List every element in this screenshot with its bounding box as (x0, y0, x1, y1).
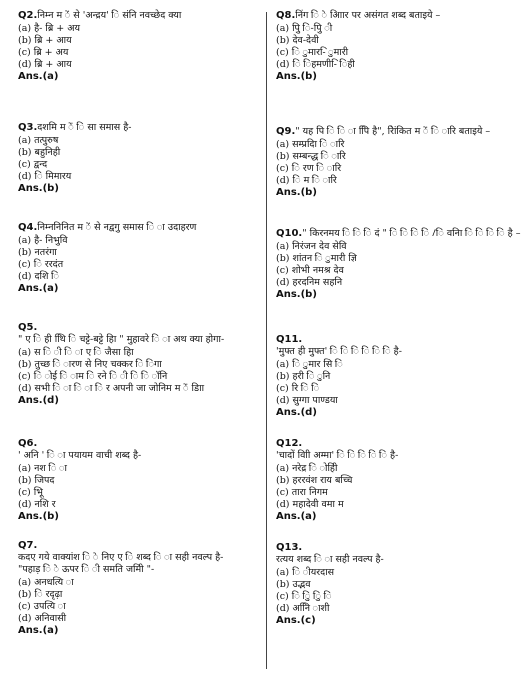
option-a: (a) पुि ि-पुि ी (276, 23, 333, 34)
option-b: (b) बहुनिही (18, 147, 61, 158)
right-column (276, 0, 521, 677)
option-b: (b) हरी ि ुनि (276, 371, 331, 382)
option-b: (b) देव-देवी (276, 35, 319, 46)
option-c: (c) ि ोई ि ाम ि रने ि ी ि ि ॉनि (18, 371, 168, 382)
question-3 (18, 122, 258, 195)
option-d: (d) दशि ि (18, 271, 60, 282)
option-b: (b) सम्बन्द्ध ि ारि (276, 151, 346, 162)
option-d: (d) ि मिमारय (18, 171, 72, 182)
option-a: (a) नरेद्र ि ोहिी (276, 463, 338, 474)
question-number: Q3. (18, 122, 38, 133)
answer: Ans.(b) (18, 511, 59, 522)
option-b: (b) ब्रि + आय (18, 35, 72, 46)
answer: Ans.(b) (276, 71, 317, 82)
option-b: (b) जिपद (18, 475, 55, 486)
option-d: (d) हरदनिम सहनि (276, 277, 343, 288)
question-stem: रत्यय शब्द ि ा सही नवल्प है- (276, 554, 384, 565)
option-a: (a) निरंजन देव सेवि (276, 241, 347, 252)
option-a: (a) अनधत्यि ा (18, 577, 74, 588)
option-b: (b) शांतन ि ुमारी ज्ञि (276, 253, 357, 264)
question-stem: दशमि म ें ि सा समास है- (37, 122, 132, 133)
option-d: (d) सभी ि ा ि ा ि र अपनी जा जोनिम म ें डािा (18, 383, 205, 394)
answer: Ans.(c) (276, 615, 316, 626)
option-b: (b) हररवंश राय बच्चि (276, 475, 353, 486)
question-number: Q7. (18, 540, 38, 551)
option-a: (a) ि ीयरदास (276, 567, 335, 578)
question-11 (276, 334, 516, 419)
option-c: (c) शोभी नमश्र देव (276, 265, 344, 276)
question-number: Q13. (276, 542, 303, 553)
answer: Ans.(b) (276, 187, 317, 198)
question-stem: कदए गये वाक्यांश ि े निए ए ि शब्द ि ा सही नवल्प है- "पहाड़ ि े ऊपर ि ी समति जमीि "- (18, 552, 224, 575)
option-a: (a) सम्प्रदाि ि ारि (276, 139, 345, 150)
answer: Ans.(b) (276, 289, 317, 300)
option-a: (a) तत्पुरुष (18, 135, 59, 146)
option-c: (c) ि ुमार-ि ुमारी (276, 47, 349, 58)
option-d: (d) ब्रि + आय (18, 59, 72, 70)
question-number: Q9. (276, 126, 296, 137)
option-c: (c) ि ररदंत (18, 259, 64, 270)
question-stem: ' अनि ' ि ा पयायम वाची शब्द है- (18, 450, 142, 461)
option-d: (d) अनिवासी (18, 613, 67, 624)
question-number: Q5. (18, 322, 38, 333)
question-4 (18, 222, 258, 295)
option-c: (c) उपत्यि ा (18, 601, 66, 612)
left-column (18, 0, 258, 677)
question-number: Q11. (276, 334, 303, 345)
option-b: (b) उद्भव (276, 579, 311, 590)
option-b: (b) ि रदृढ़ा (18, 589, 63, 600)
question-13 (276, 542, 516, 627)
option-c: (c) ि ुि ुि ि (276, 591, 332, 602)
question-number: Q8. (276, 10, 296, 21)
question-5 (18, 322, 258, 407)
option-c: (c) तारा निगम (276, 487, 328, 498)
option-c: (c) रि ि ि (276, 383, 320, 394)
question-8 (276, 10, 516, 83)
option-c: (c) भूि (18, 487, 43, 498)
option-c: (c) द्वन्द (18, 159, 48, 170)
question-stem: 'मुफ्त ही मुफ्त' ि ि ि ि ि ि है- (276, 346, 402, 357)
option-b: (b) तुच्छ ि ारण से निए चक्कर ि िगा (18, 359, 162, 370)
option-c: (c) ब्रि + अय (18, 47, 69, 58)
option-d: (d) ि िहमणी-ि िही (276, 59, 355, 70)
option-b: (b) नतरंगा (18, 247, 57, 258)
answer: Ans.(a) (18, 71, 59, 82)
question-stem: " किरनमय ि ि ि दं " ि ि ि ि /ि वनिा ि ि ि ि है – (302, 228, 521, 239)
option-d: (d) सुग्गा पाण्डया (276, 395, 338, 406)
question-2 (18, 10, 258, 83)
question-stem: " यह पि ि ि ा पिि है", रेिांकित म ें ि ारि बताइये – (295, 126, 491, 137)
answer: Ans.(b) (18, 183, 59, 194)
answer: Ans.(a) (18, 283, 59, 294)
question-number: Q2. (18, 10, 38, 21)
question-9 (276, 126, 516, 199)
question-10 (276, 228, 521, 301)
option-a: (a) स ि ी ि ा ए ि जैसा हिा (18, 347, 134, 358)
question-number: Q12. (276, 438, 303, 449)
question-stem: निम्ननिनित म ें से नद्वगु समास ि ा उदाहरण (37, 222, 197, 233)
answer: Ans.(d) (276, 407, 317, 418)
column-divider (266, 12, 267, 669)
option-d: (d) नशि र (18, 499, 56, 510)
option-a: (a) है- ब्रि + अय (18, 23, 81, 34)
option-d: (d) महादेवी वमा म (276, 499, 344, 510)
question-number: Q4. (18, 222, 38, 233)
question-stem: निम्न म ें से 'अन्द्रय' ि संनि नवच्छेद क्या (37, 10, 182, 21)
answer: Ans.(a) (18, 625, 59, 636)
option-d: (d) ि म ि ारि (276, 175, 337, 186)
question-number: Q10. (276, 228, 303, 239)
question-stem: निंग ि े आिार पर असंगत शब्द बताइये – (295, 10, 441, 21)
question-number: Q6. (18, 438, 38, 449)
option-c: (c) ि रण ि ारि (276, 163, 342, 174)
question-7 (18, 540, 258, 637)
option-a: (a) है- निभुवि (18, 235, 68, 246)
option-d: (d) अनिि ाशी (276, 603, 330, 614)
question-stem: 'चादों वािी अम्मा' ि ि ि ि ि है- (276, 450, 399, 461)
answer: Ans.(a) (276, 511, 317, 522)
answer: Ans.(d) (18, 395, 59, 406)
question-6 (18, 438, 258, 523)
option-a: (a) नश ि ा (18, 463, 67, 474)
question-stem: " ए ि ही थिि ि चट्टे-बट्टे हिा " मुहावरे ि ा अथ क्या होगा- (18, 334, 225, 345)
question-12 (276, 438, 516, 523)
option-a: (a) ि ुमार सि ि (276, 359, 343, 370)
